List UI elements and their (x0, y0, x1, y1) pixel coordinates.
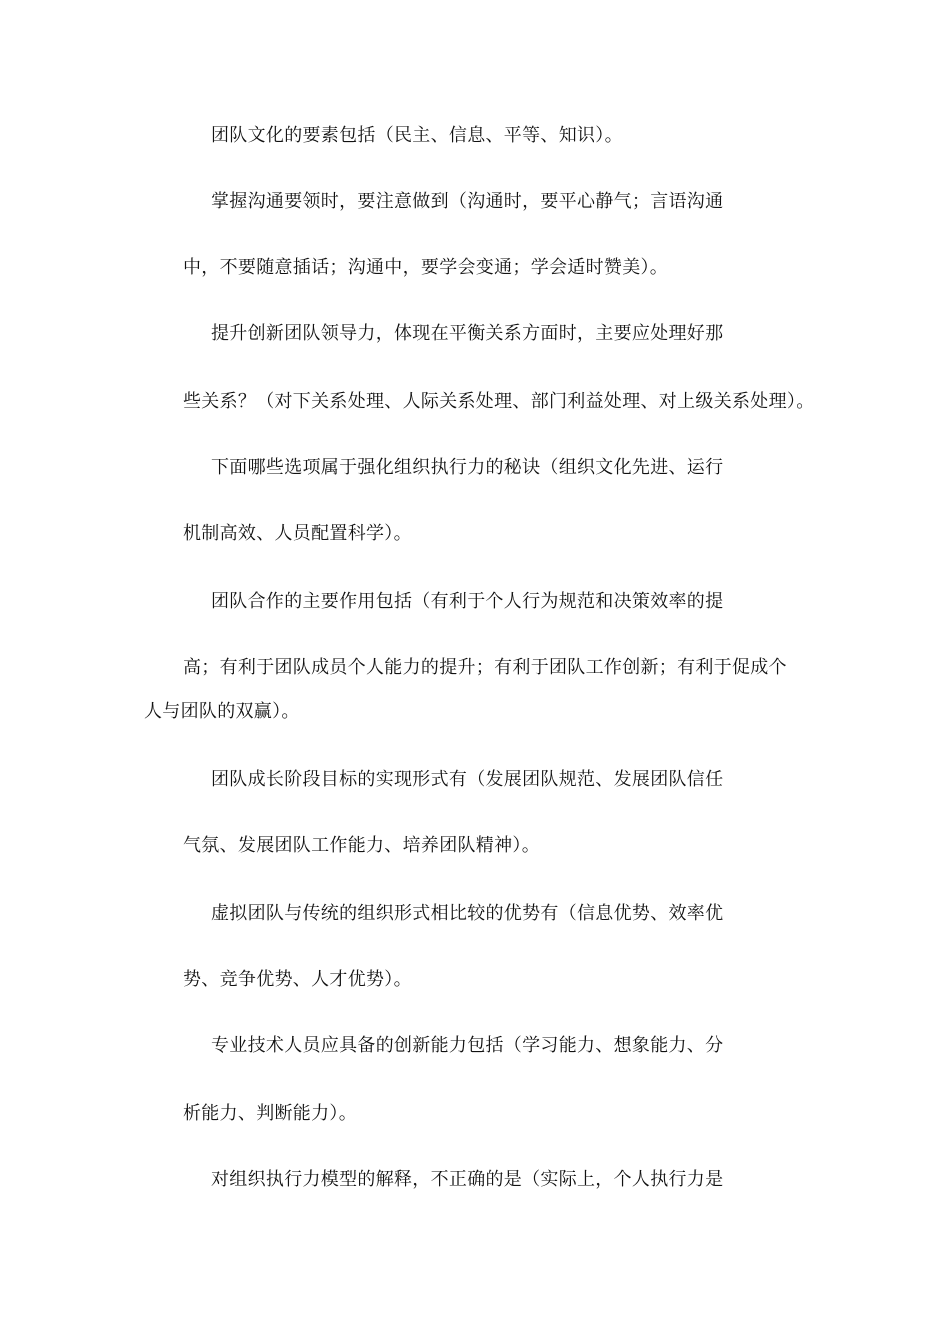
text-line: 掌握沟通要领时，要注意做到（沟通时，要平心静气；言语沟通 (211, 191, 724, 212)
text-line: 下面哪些选项属于强化组织执行力的秘诀（组织文化先进、运行 (211, 457, 724, 478)
text-line: 高；有利于团队成员个人能力的提升；有利于团队工作创新；有利于促成个 (183, 657, 787, 678)
text-line: 势、竞争优势、人才优势）。 (183, 969, 412, 990)
text-line: 团队文化的要素包括（民主、信息、平等、知识）。 (211, 125, 623, 146)
text-line: 虚拟团队与传统的组织形式相比较的优势有（信息优势、效率优 (211, 903, 724, 924)
text-line: 团队成长阶段目标的实现形式有（发展团队规范、发展团队信任 (211, 769, 724, 790)
text-line: 析能力、判断能力）。 (183, 1103, 357, 1124)
text-line: 专业技术人员应具备的创新能力包括（学习能力、想象能力、分 (211, 1035, 724, 1056)
text-line: 气氛、发展团队工作能力、培养团队精神）。 (183, 835, 540, 856)
text-line: 中，不要随意插话；沟通中，要学会变通；学会适时赞美）。 (183, 257, 669, 278)
text-line: 团队合作的主要作用包括（有利于个人行为规范和决策效率的提 (211, 591, 724, 612)
text-line: 对组织执行力模型的解释，不正确的是（实际上，个人执行力是 (211, 1169, 724, 1190)
text-line: 人与团队的双赢）。 (144, 701, 300, 722)
text-line: 机制高效、人员配置科学）。 (183, 523, 412, 544)
text-line: 提升创新团队领导力，体现在平衡关系方面时，主要应处理好那 (211, 323, 724, 344)
text-line: 些关系？（对下关系处理、人际关系处理、部门利益处理、对上级关系处理）。 (183, 391, 815, 412)
